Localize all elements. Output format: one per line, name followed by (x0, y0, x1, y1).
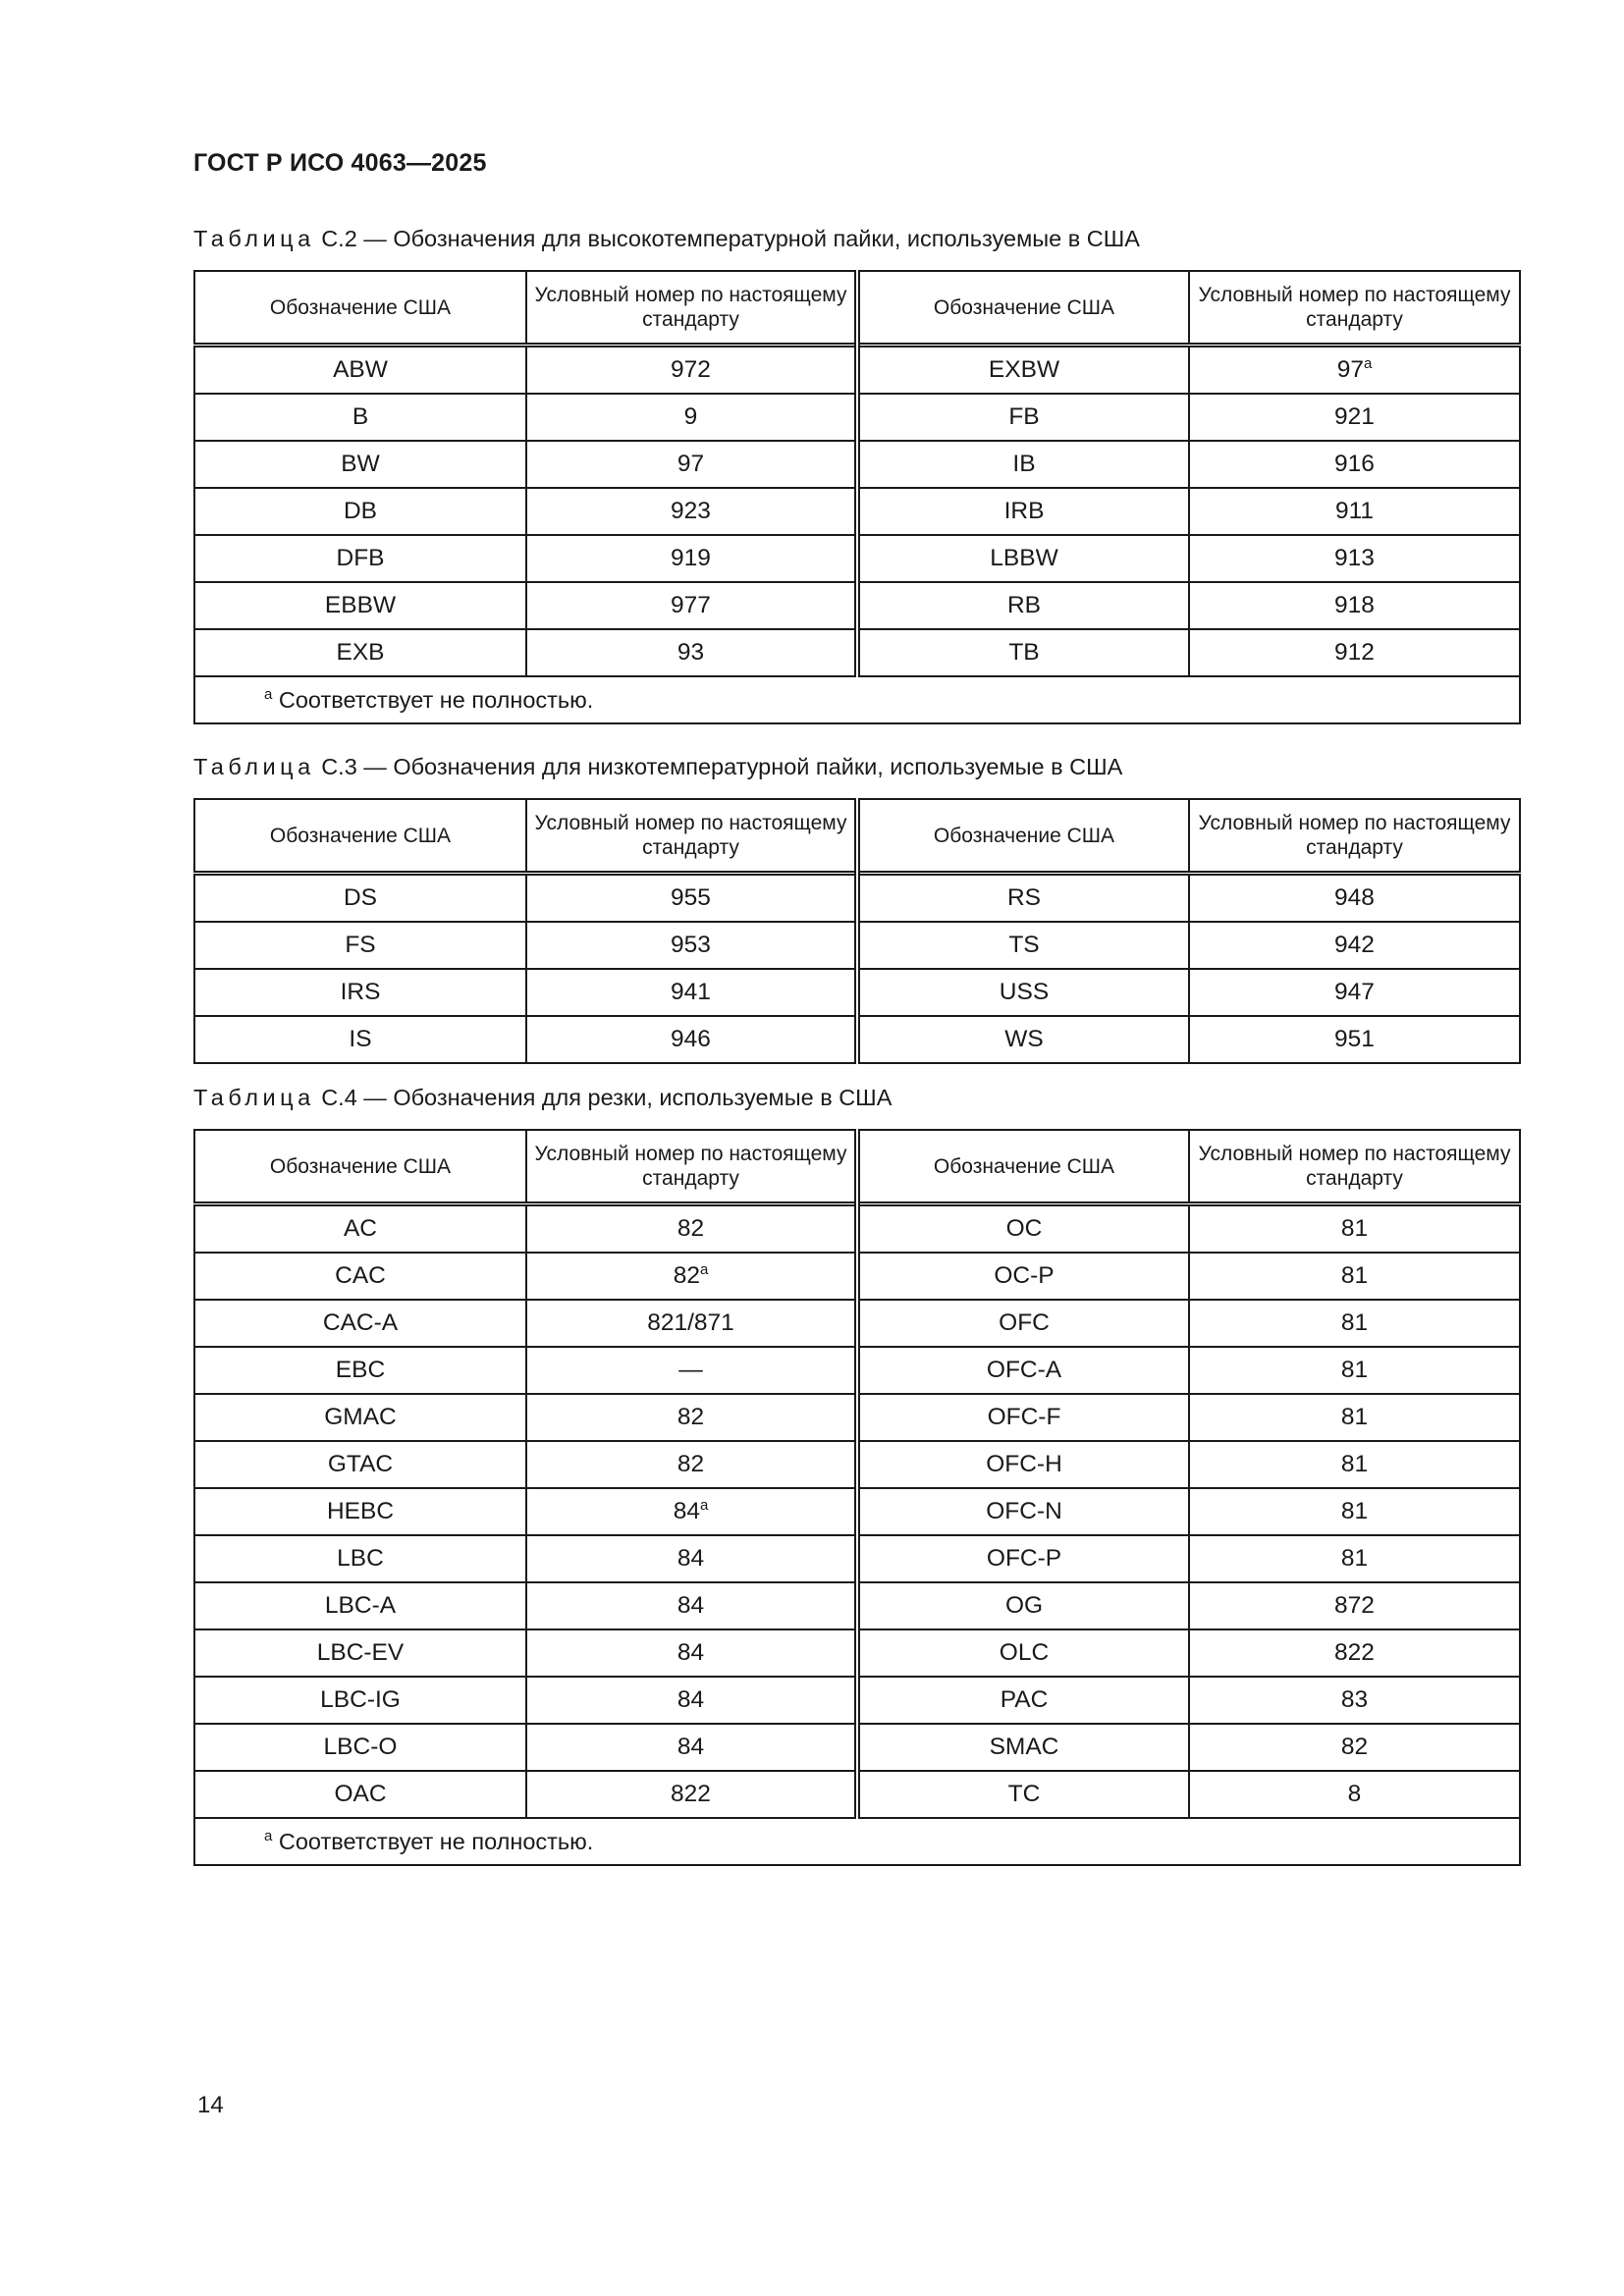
cell-ref-number (526, 346, 857, 395)
footnote-ref: a (699, 1497, 709, 1514)
cell-us-designation (194, 629, 526, 676)
cell-ref-number (526, 1629, 857, 1677)
cell-value: BW (341, 451, 380, 477)
cell-value: 913 (1334, 545, 1375, 571)
cell-value: 9 (683, 403, 698, 430)
cell-ref-number (1189, 629, 1520, 676)
cell-us-designation (194, 1535, 526, 1582)
cell-us-designation (857, 1535, 1189, 1582)
caption-label: Таблица (193, 226, 315, 251)
cell-value: 82 (677, 1404, 705, 1430)
cell-us-designation (857, 1677, 1189, 1724)
table-row (194, 535, 1520, 582)
footnote-row (194, 676, 1520, 723)
table-c4-body (194, 1204, 1520, 1819)
cell-us-designation (857, 1347, 1189, 1394)
cell-ref-number (1189, 1441, 1520, 1488)
table-row (194, 629, 1520, 676)
cell-us-designation (857, 1016, 1189, 1063)
cell-value: OFC-H (986, 1451, 1062, 1477)
header-ref-number: Условный номер по настоящему стандарту (1189, 1130, 1520, 1204)
cell-us-designation (194, 582, 526, 629)
cell-us-designation (194, 1582, 526, 1629)
cell-us-designation (194, 1253, 526, 1300)
header-us-designation: Обозначение США (194, 271, 526, 346)
cell-us-designation (194, 488, 526, 535)
cell-value: CAC (335, 1262, 386, 1289)
cell-value: OFC (999, 1309, 1050, 1336)
table-row (194, 1394, 1520, 1441)
cell-value: 82 (673, 1262, 700, 1289)
footnote-text: Соответствует не полностью. (278, 686, 594, 713)
cell-value: 972 (671, 356, 711, 383)
cell-value: OFC-F (987, 1404, 1061, 1430)
table-c4-caption (193, 1085, 892, 1111)
cell-us-designation (857, 346, 1189, 395)
cell-ref-number (526, 394, 857, 441)
cell-ref-number (1189, 1488, 1520, 1535)
cell-ref-number (526, 1441, 857, 1488)
table-row (194, 1629, 1520, 1677)
table-c4 (193, 1129, 1521, 1866)
table-row (194, 394, 1520, 441)
cell-value: SMAC (989, 1734, 1059, 1760)
cell-ref-number (1189, 969, 1520, 1016)
cell-us-designation (194, 1677, 526, 1724)
cell-value: 919 (671, 545, 711, 571)
cell-value: ABW (333, 356, 388, 383)
cell-us-designation (194, 874, 526, 923)
cell-value: TB (1008, 639, 1040, 666)
header-us-designation: Обозначение США (857, 1130, 1189, 1204)
cell-value: 872 (1334, 1592, 1375, 1619)
cell-value: 911 (1334, 498, 1375, 524)
cell-ref-number (526, 1347, 857, 1394)
cell-ref-number (1189, 1347, 1520, 1394)
cell-ref-number (1189, 1629, 1520, 1677)
cell-value: WS (1004, 1026, 1044, 1052)
cell-us-designation (857, 394, 1189, 441)
cell-ref-number (526, 535, 857, 582)
footnote-text: Соответствует не полностью. (278, 1828, 594, 1854)
cell-us-designation (194, 1488, 526, 1535)
cell-us-designation (857, 582, 1189, 629)
cell-value: EXBW (988, 356, 1060, 383)
cell-us-designation (857, 969, 1189, 1016)
cell-value: 84 (677, 1592, 705, 1619)
cell-ref-number (526, 1204, 857, 1254)
cell-value: 822 (671, 1781, 711, 1807)
cell-ref-number (1189, 488, 1520, 535)
cell-value: 82 (1340, 1734, 1369, 1760)
cell-value: OFC-P (986, 1545, 1062, 1572)
table-row (194, 488, 1520, 535)
cell-us-designation (194, 1347, 526, 1394)
cell-value: 84 (677, 1545, 705, 1572)
cell-ref-number (1189, 874, 1520, 923)
cell-value: 942 (1334, 932, 1375, 958)
cell-value: PAC (1000, 1686, 1049, 1713)
table-row (194, 1724, 1520, 1771)
cell-ref-number (526, 1582, 857, 1629)
cell-value: 912 (1334, 639, 1375, 666)
cell-value: LBC-IG (320, 1686, 401, 1713)
footnote-row (194, 1818, 1520, 1865)
cell-value: 8 (1347, 1781, 1362, 1807)
cell-ref-number (526, 488, 857, 535)
cell-value: 946 (671, 1026, 711, 1052)
cell-ref-number (526, 1677, 857, 1724)
cell-value: 953 (671, 932, 711, 958)
cell-ref-number (526, 1016, 857, 1063)
cell-ref-number (526, 1771, 857, 1818)
cell-value: 81 (1340, 1215, 1369, 1242)
cell-value: 81 (1340, 1498, 1369, 1524)
cell-value: 84 (673, 1498, 700, 1524)
header-us-designation: Обозначение США (194, 1130, 526, 1204)
cell-value: 921 (1334, 403, 1375, 430)
cell-value: HEBC (326, 1498, 395, 1524)
cell-ref-number (526, 922, 857, 969)
cell-value: 83 (1340, 1686, 1369, 1713)
cell-us-designation (194, 969, 526, 1016)
cell-value: 82 (677, 1451, 705, 1477)
cell-value: 97 (677, 451, 705, 477)
table-c3-body (194, 874, 1520, 1064)
cell-value: EXB (336, 639, 385, 666)
cell-value: IS (349, 1026, 372, 1052)
cell-value: 822 (1334, 1639, 1375, 1666)
footnote-ref: a (699, 1261, 709, 1278)
cell-us-designation (857, 488, 1189, 535)
cell-ref-number (1189, 1394, 1520, 1441)
page-number: 14 (197, 2092, 224, 2118)
cell-ref-number (526, 582, 857, 629)
table-row (194, 582, 1520, 629)
header-us-designation: Обозначение США (857, 799, 1189, 874)
table-row (194, 1347, 1520, 1394)
cell-value: 93 (677, 639, 705, 666)
caption-text: С.2 — Обозначения для высокотемпературной пайки, используемые в США (321, 226, 1140, 251)
cell-us-designation (194, 394, 526, 441)
table-header-row (194, 799, 1520, 874)
table-row (194, 1677, 1520, 1724)
cell-us-designation (857, 922, 1189, 969)
table-c3-caption (193, 754, 1122, 780)
cell-us-designation (857, 535, 1189, 582)
table-row (194, 1204, 1520, 1254)
header-ref-number: Условный номер по настоящему стандарту (526, 1130, 857, 1204)
header-ref-number: Условный номер по настоящему стандарту (1189, 799, 1520, 874)
cell-ref-number (1189, 1724, 1520, 1771)
caption-label: Таблица (193, 1085, 315, 1110)
cell-us-designation (857, 1724, 1189, 1771)
cell-value: 955 (671, 884, 711, 911)
cell-us-designation (194, 346, 526, 395)
cell-ref-number (1189, 1204, 1520, 1254)
header-us-designation: Обозначение США (857, 271, 1189, 346)
cell-ref-number (1189, 1677, 1520, 1724)
table-header-row (194, 271, 1520, 346)
cell-value: 81 (1340, 1404, 1369, 1430)
table-row (194, 1300, 1520, 1347)
cell-value: LBC-O (323, 1734, 398, 1760)
cell-ref-number (526, 441, 857, 488)
cell-us-designation (194, 1441, 526, 1488)
cell-us-designation (857, 1771, 1189, 1818)
table-row (194, 1582, 1520, 1629)
table-row (194, 1441, 1520, 1488)
cell-value: 951 (1334, 1026, 1375, 1052)
cell-us-designation (857, 1488, 1189, 1535)
cell-us-designation (194, 535, 526, 582)
cell-us-designation (857, 629, 1189, 676)
cell-value: EBBW (324, 592, 397, 618)
cell-ref-number (1189, 346, 1520, 395)
cell-us-designation (194, 922, 526, 969)
cell-value: LBC-A (324, 1592, 397, 1619)
table-row (194, 874, 1520, 923)
header-us-designation: Обозначение США (194, 799, 526, 874)
table-row (194, 1016, 1520, 1063)
document-header: ГОСТ Р ИСО 4063—2025 (193, 149, 487, 177)
cell-us-designation (857, 1204, 1189, 1254)
cell-us-designation (194, 1724, 526, 1771)
table-c2-caption (193, 226, 1140, 252)
cell-value: IRS (340, 979, 381, 1005)
cell-value: 947 (1334, 979, 1375, 1005)
cell-value: DB (343, 498, 378, 524)
cell-value: LBC (337, 1545, 384, 1572)
cell-us-designation (857, 1582, 1189, 1629)
cell-value: 916 (1334, 451, 1375, 477)
cell-value: RB (1006, 592, 1042, 618)
cell-value: 941 (671, 979, 711, 1005)
cell-value: RS (1006, 884, 1042, 911)
table-row (194, 1535, 1520, 1582)
table-row (194, 441, 1520, 488)
cell-value: FB (1008, 403, 1040, 430)
caption-text: С.3 — Обозначения для низкотемпературной пайки, используемые в США (321, 754, 1123, 779)
cell-value: 97 (1336, 356, 1364, 383)
cell-value: LBC-EV (316, 1639, 405, 1666)
cell-ref-number (526, 1535, 857, 1582)
cell-ref-number (526, 874, 857, 923)
cell-value: DFB (336, 545, 385, 571)
table-c3 (193, 798, 1521, 1064)
cell-ref-number (1189, 1300, 1520, 1347)
cell-ref-number (526, 1253, 857, 1300)
cell-ref-number (1189, 1016, 1520, 1063)
cell-value: OC-P (994, 1262, 1055, 1289)
cell-value: OFC-N (986, 1498, 1062, 1524)
cell-value: 82 (677, 1215, 705, 1242)
cell-value: — (678, 1357, 703, 1383)
cell-value: 81 (1340, 1545, 1369, 1572)
header-ref-number: Условный номер по настоящему стандарту (1189, 271, 1520, 346)
caption-label: Таблица (193, 754, 315, 779)
table-row (194, 922, 1520, 969)
cell-value: 81 (1340, 1262, 1369, 1289)
table-c2-body (194, 346, 1520, 677)
cell-value: AC (343, 1215, 378, 1242)
cell-ref-number (1189, 1535, 1520, 1582)
cell-us-designation (857, 441, 1189, 488)
cell-us-designation (194, 1394, 526, 1441)
cell-ref-number (1189, 1771, 1520, 1818)
cell-ref-number (1189, 535, 1520, 582)
cell-value: 948 (1334, 884, 1375, 911)
cell-value: 84 (677, 1639, 705, 1666)
cell-value: 81 (1340, 1451, 1369, 1477)
cell-ref-number (526, 1724, 857, 1771)
table-row (194, 1771, 1520, 1818)
table-footnote (194, 1818, 1520, 1865)
table-row (194, 1488, 1520, 1535)
cell-value: DS (343, 884, 378, 911)
cell-ref-number (526, 1300, 857, 1347)
table-header-row (194, 1130, 1520, 1204)
table-row (194, 1253, 1520, 1300)
cell-value: OG (1004, 1592, 1044, 1619)
cell-value: 923 (671, 498, 711, 524)
table-row (194, 346, 1520, 395)
cell-value: 977 (671, 592, 711, 618)
table-footnote (194, 676, 1520, 723)
caption-text: С.4 — Обозначения для резки, используемые в США (321, 1085, 893, 1110)
cell-us-designation (857, 1394, 1189, 1441)
cell-us-designation (194, 441, 526, 488)
footnote-mark: a (264, 1827, 273, 1844)
cell-ref-number (1189, 922, 1520, 969)
cell-value: 918 (1334, 592, 1375, 618)
cell-value: IB (1012, 451, 1036, 477)
cell-ref-number (526, 1394, 857, 1441)
cell-us-designation (194, 1629, 526, 1677)
cell-ref-number (526, 1488, 857, 1535)
cell-ref-number (1189, 1582, 1520, 1629)
cell-value: OLC (999, 1639, 1050, 1666)
header-ref-number: Условный номер по настоящему стандарту (526, 271, 857, 346)
cell-value: TC (1007, 1781, 1041, 1807)
cell-value: EBC (335, 1357, 386, 1383)
cell-value: 81 (1340, 1309, 1369, 1336)
cell-value: IRB (1003, 498, 1045, 524)
cell-value: B (352, 403, 369, 430)
cell-value: CAC-A (322, 1309, 399, 1336)
cell-ref-number (1189, 1253, 1520, 1300)
cell-ref-number (1189, 394, 1520, 441)
cell-ref-number (526, 629, 857, 676)
cell-us-designation (857, 1253, 1189, 1300)
table-row (194, 969, 1520, 1016)
cell-value: LBBW (990, 545, 1058, 571)
cell-value: 821/871 (647, 1309, 734, 1336)
cell-value: 84 (677, 1734, 705, 1760)
cell-ref-number (526, 969, 857, 1016)
cell-us-designation (857, 874, 1189, 923)
cell-value: TS (1008, 932, 1040, 958)
cell-us-designation (857, 1629, 1189, 1677)
cell-us-designation (857, 1300, 1189, 1347)
cell-value: OC (1005, 1215, 1043, 1242)
cell-us-designation (194, 1016, 526, 1063)
cell-us-designation (857, 1441, 1189, 1488)
cell-us-designation (194, 1204, 526, 1254)
cell-ref-number (1189, 441, 1520, 488)
cell-us-designation (194, 1300, 526, 1347)
cell-value: 81 (1340, 1357, 1369, 1383)
footnote-mark: a (264, 685, 273, 703)
cell-value: OAC (334, 1781, 387, 1807)
cell-value: FS (345, 932, 376, 958)
cell-ref-number (1189, 582, 1520, 629)
header-ref-number: Условный номер по настоящему стандарту (526, 799, 857, 874)
cell-value: USS (999, 979, 1050, 1005)
table-c2 (193, 270, 1521, 724)
cell-value: GMAC (324, 1404, 397, 1430)
cell-value: OFC-A (986, 1357, 1062, 1383)
cell-value: 84 (677, 1686, 705, 1713)
cell-value: GTAC (327, 1451, 394, 1477)
cell-us-designation (194, 1771, 526, 1818)
footnote-ref: a (1363, 355, 1373, 372)
